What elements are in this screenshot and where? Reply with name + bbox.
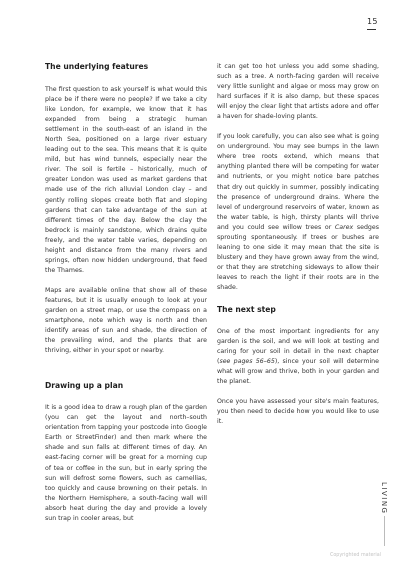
paragraph-maps: Maps are available online that show all of these features, but it is usually enough to look at your garden on a street map, or use the compass on a smartphone, note which way is north and then identify areas of sun and shade, the direction of the prevailing wind, and the plants that are thriving, either in your spot or nearby. <box>45 286 207 355</box>
right-column <box>217 62 379 427</box>
side-rule <box>384 516 385 546</box>
heading-drawing-up-a-plan: Drawing up a plan <box>45 381 124 391</box>
underground-text-end: sedges sprouting spontaneously. If trees or bushes are leaning to one side it may mean that the site is blustery and they have grown away from the wind, or that they are stretching sideways to allow their leaves to reach the light if their roots are in the shade. <box>217 223 379 291</box>
copyright-note: Copyrighted material <box>330 553 381 558</box>
side-label-living: LIVING <box>380 482 388 515</box>
paragraph-shading: it can get too hot unless you add some shading, such as a tree. A north-facing garden will receive very little sunlight and algae or moss may grow on hard surfaces if it is also damp, but these spaces will enjoy the clear light that artists adore and offer a haven for shade-loving plants. <box>217 63 379 121</box>
paragraph-rough-plan: It is a good idea to draw a rough plan of the garden (you can get the layout and north–south orientation from tapping your postcode into Google Earth or StreetFinder) and then mark where the shade and sun falls at different times of day. An east-facing corner will be great for a morning cup of tea or coffee in the sun, but in early spring the sun will defrost some flowers, such as camellias, too quickly and cause browning on their petals. In the Northern Hemisphere, a south-facing wall will absorb heat during the day and provide a lovely sun trap in cooler areas, but <box>45 404 207 522</box>
heading-the-next-step: The next step <box>217 305 276 315</box>
paragraph-assessed: Once you have assessed your site's main features, you then need to decide how you would like to use it. <box>217 398 379 426</box>
underground-text-start: If you look carefully, you can also see what is going on underground. You may see bumps in the lawn where tree roots extend, which means that anything planted there will be competing for water and nutrients, or you might notice bare patches that dry out quickly in summer, possibly indicating the presence of underground drains. Where the level of underground reservoirs of water, known as the water table, is high, thirsty plants will thrive and you could see willow trees or <box>217 133 379 231</box>
underground-text-italic: Carex <box>334 223 354 231</box>
paragraph-first-question: The first question to ask yourself is what would this place be if there were no people? If we take a city like London, for example, we know that it has expanded from being a strategic human settlement in the south-east of an island in the North Sea, positioned on a large river estuary leading out to the sea. This means that it is quite mild, but has wind tunnels, especially near the river. The soil is fertile – historically, much of greater London was used as market gardens that made use of the rich alluvial London clay – and gently rolling slopes create both flat and sloping gardens that can take advantage of the sun at different times of the day. Below the clay the bedrock is mainly sandstone, which drains quite freely, and the water table varies, depending on height and distance from the many rivers and springs, often now hidden underground, that feed the Thames. <box>45 86 207 274</box>
soil-text-italic: see pages 56–65 <box>219 358 275 366</box>
page-number-rule <box>367 29 376 30</box>
soil-text-end: ), since your soil will determine what will grow and thrive, both in your garden and the planet. <box>217 358 379 386</box>
paragraph-soil <box>217 327 379 387</box>
page-number: 15 <box>367 17 378 26</box>
paragraph-underground <box>217 132 379 293</box>
heading-underlying-features: The underlying features <box>45 62 149 71</box>
soil-text-start: One of the most important ingredients for any garden is the soil, and we will look at testing and caring for your soil in detail in the next chapter ( <box>217 328 379 366</box>
left-column <box>45 62 207 524</box>
